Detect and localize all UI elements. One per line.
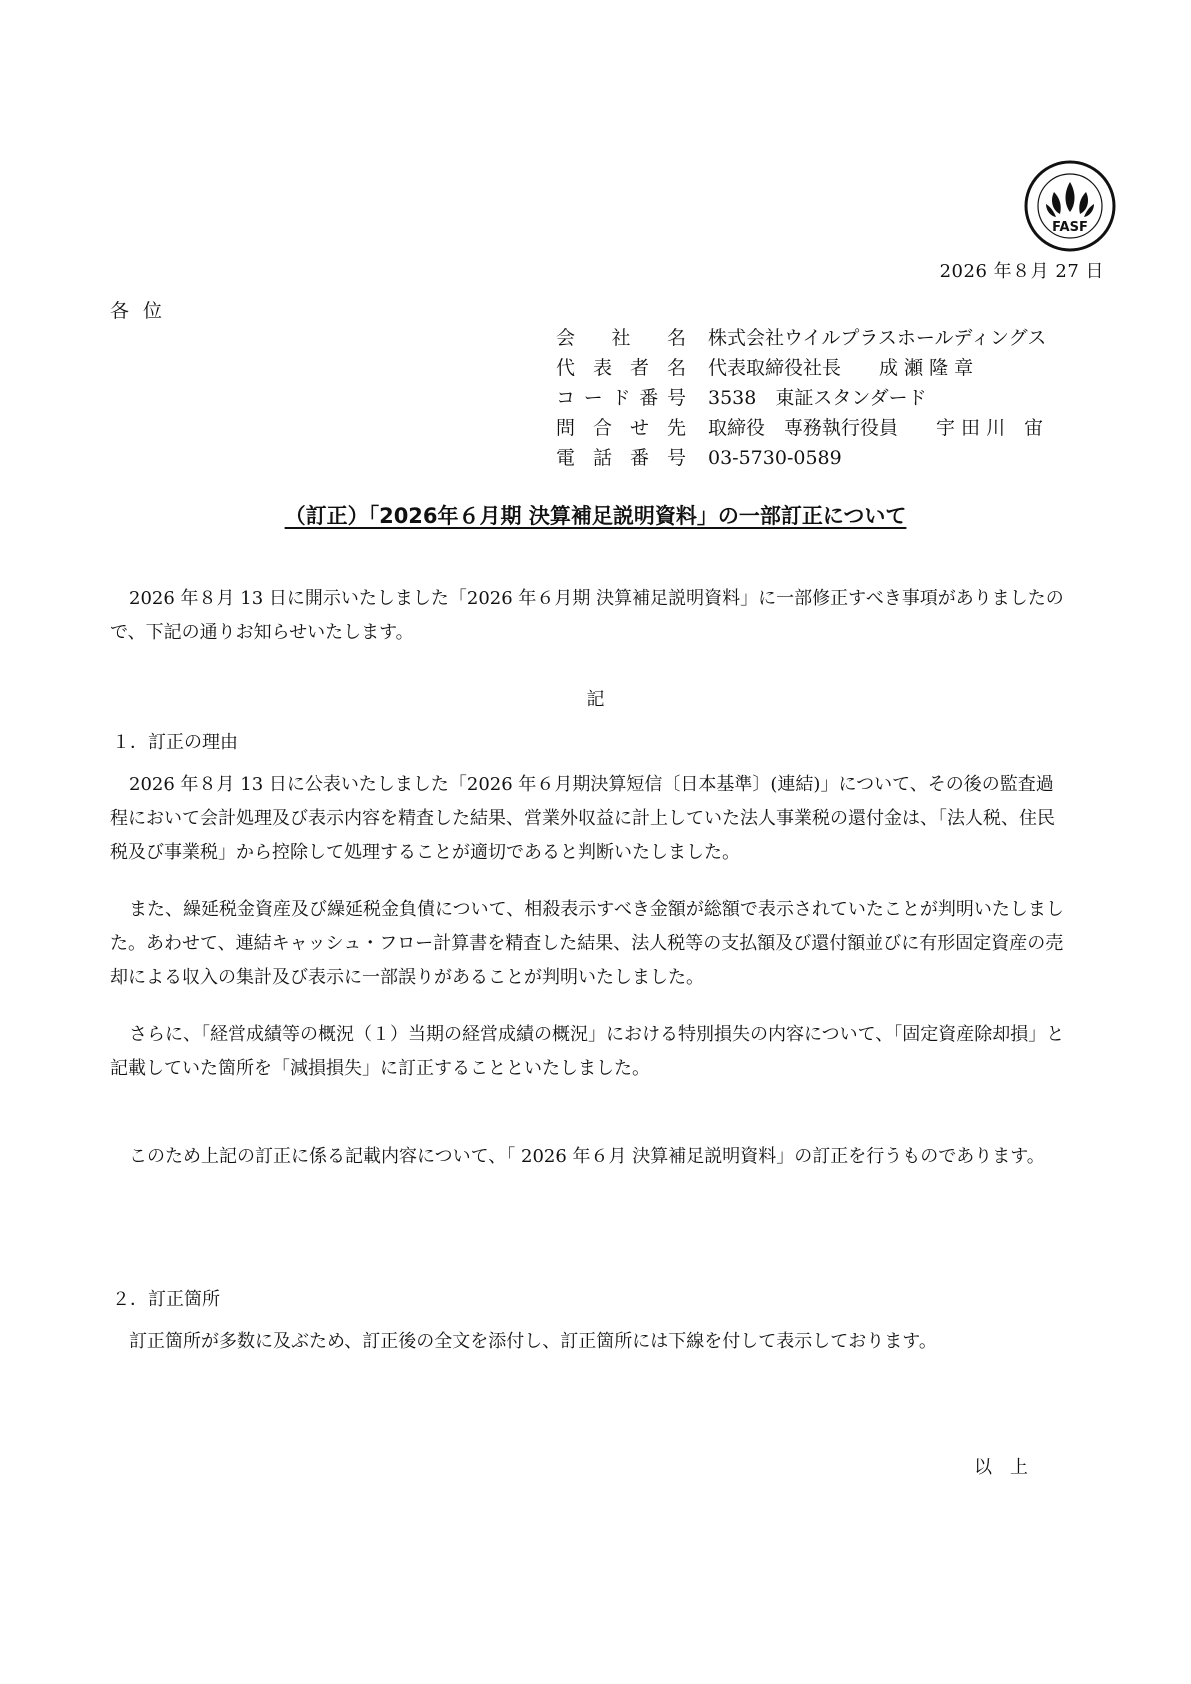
document-title: [0, 500, 1191, 530]
svg-text:FASF: FASF: [1052, 220, 1088, 235]
section-1-heading: １．訂正の理由: [112, 732, 238, 753]
representative-name: 代表取締役社長 成 瀬 隆 章: [708, 357, 974, 379]
section-1-paragraph: このため上記の訂正に係る記載内容について、「 2026 年６月 決算補足説明資料」の訂正を行うものであります。: [129, 1146, 1045, 1167]
ki-marker: 記: [586, 689, 605, 710]
addressee: 各位: [110, 300, 177, 322]
company-name-row: [556, 323, 1046, 353]
section-2-paragraph: 訂正箇所が多数に及ぶため、訂正後の全文を添付し、訂正箇所には下線を付して表示しております。: [129, 1331, 937, 1352]
document-date: 2026 年８月 27 日: [939, 261, 1104, 282]
fasf-logo-icon: [1024, 160, 1116, 252]
intro-paragraph: 2026 年８月 13 日に開示いたしました「2026 年６月期 決算補足説明資料」に一部修正すべき事項がありましたので、下記の通りお知らせいたします。: [110, 588, 1064, 643]
contact-row: [556, 413, 1046, 443]
phone-number: 03-5730-0589: [708, 447, 842, 469]
section-1-paragraph: また、繰延税金資産及び繰延税金負債について、相殺表示すべき金額が総額で表示されていたことが判明いたしました。あわせて、連結キャッシュ・フロー計算書を精査した結果、法人税等の支払額及び還付額並びに有形固定資産の売却による収入の集計及び表示に一部誤りがあることが判明いたしました。: [110, 899, 1064, 988]
info-label: 代表者名: [556, 357, 686, 379]
info-label: コード番号: [556, 387, 686, 409]
representative-row: [556, 353, 1046, 383]
info-label: 会社名: [556, 327, 686, 349]
document-title-text: （訂正）「2026年６月期 決算補足説明資料」の一部訂正について: [284, 504, 907, 528]
info-label: 問合せ先: [556, 417, 686, 439]
section-2-heading: ２．訂正箇所: [112, 1289, 220, 1310]
stock-code: 3538 東証スタンダード: [708, 387, 927, 409]
section-1-paragraph: さらに、「経営成績等の概況（１）当期の経営成績の概況」における特別損失の内容について、「固定資産除却損」と記載していた箇所を「減損損失」に訂正することといたしました。: [110, 1024, 1065, 1079]
company-name: 株式会社ウイルプラスホールディングス: [708, 327, 1047, 349]
company-info-block: [556, 323, 1046, 473]
section-1-paragraph: 2026 年８月 13 日に公表いたしました「2026 年６月期決算短信〔日本基準〕(連結)」について、その後の監査過程において会計処理及び表示内容を精査した結果、営業外収益に計上していた法人事業税の還付金は、「法人税、住民税及び事業税」から控除して処理することが適切であると判断いたしました。: [110, 774, 1055, 863]
info-label: 電話番号: [556, 447, 686, 469]
closing-mark: 以上: [974, 1457, 1046, 1478]
contact-person: 取締役 専務執行役員 宇 田 川 宙: [708, 417, 1044, 439]
code-row: [556, 383, 1046, 413]
phone-row: [556, 443, 1046, 473]
